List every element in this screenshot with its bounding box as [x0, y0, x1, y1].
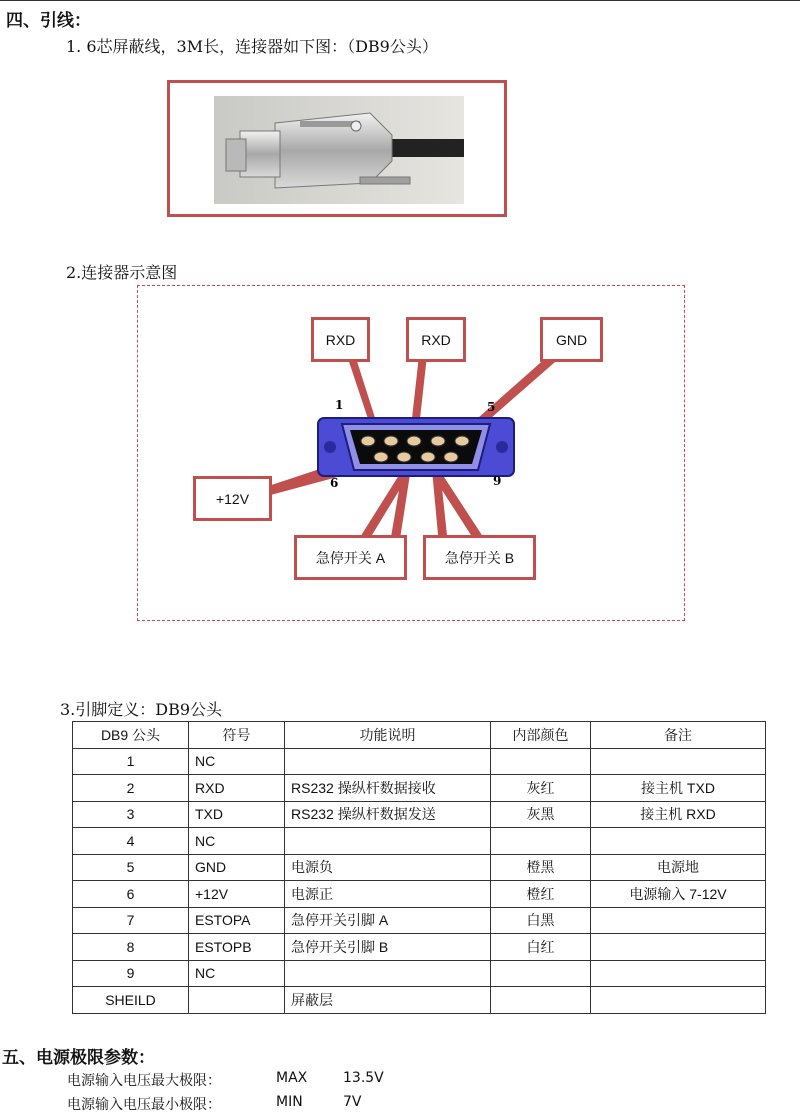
- cell-color: 橙红: [491, 881, 591, 908]
- connector-face: [350, 430, 482, 464]
- table-row: [73, 828, 766, 855]
- cell-color: [491, 828, 591, 855]
- cell-note: [591, 987, 766, 1014]
- cell-color: 灰黑: [491, 801, 591, 828]
- cell-function: 急停开关引脚 B: [285, 934, 491, 961]
- pin-number-9: 9: [493, 474, 502, 488]
- cell-function: RS232 操纵杆数据接收: [285, 775, 491, 802]
- cell-note: 电源地: [591, 854, 766, 881]
- min-limit-label: 电源输入电压最小极限：: [67, 1097, 221, 1113]
- cell-pin: 4: [73, 828, 189, 855]
- header-note: 备注: [591, 722, 766, 749]
- item3-text: 3.引脚定义：DB9公头: [60, 700, 223, 719]
- cell-function: 电源正: [285, 881, 491, 908]
- label-rxd-2: RXD: [406, 317, 466, 362]
- item1-text: 1. 6芯屏蔽线，3M长，连接器如下图：（DB9公头）: [66, 37, 438, 56]
- item2-text: 2.连接器示意图: [66, 263, 178, 282]
- cell-note: [591, 907, 766, 934]
- cell-note: [591, 960, 766, 987]
- cell-function: [285, 960, 491, 987]
- cell-pin: 5: [73, 854, 189, 881]
- label-gnd: GND: [540, 317, 603, 362]
- pin-number-1: 1: [335, 398, 344, 412]
- cell-color: [491, 960, 591, 987]
- cell-pin: SHEILD: [73, 987, 189, 1014]
- cell-symbol: TXD: [189, 801, 285, 828]
- header-db9: DB9 公头: [73, 722, 189, 749]
- cell-note: 电源输入 7-12V: [591, 881, 766, 908]
- table-row: [73, 934, 766, 961]
- cell-pin: 1: [73, 748, 189, 775]
- label-estop-a: 急停开关 A: [294, 535, 407, 580]
- pin-number-5: 5: [487, 400, 496, 414]
- cell-note: [591, 934, 766, 961]
- table-row: [73, 775, 766, 802]
- cell-symbol: RXD: [189, 775, 285, 802]
- cell-symbol: NC: [189, 828, 285, 855]
- cell-function: [285, 828, 491, 855]
- table-header-row: [73, 722, 766, 749]
- cell-color: 白红: [491, 934, 591, 961]
- header-symbol: 符号: [189, 722, 285, 749]
- header-color: 内部颜色: [491, 722, 591, 749]
- cell-symbol: NC: [189, 748, 285, 775]
- cell-function: 急停开关引脚 A: [285, 907, 491, 934]
- cell-color: 白黑: [491, 907, 591, 934]
- cell-pin: 7: [73, 907, 189, 934]
- table-row: [73, 987, 766, 1014]
- table-row: [73, 854, 766, 881]
- cell-pin: 8: [73, 934, 189, 961]
- cell-symbol: [189, 987, 285, 1014]
- cell-pin: 9: [73, 960, 189, 987]
- cell-function: 电源负: [285, 854, 491, 881]
- cell-note: [591, 828, 766, 855]
- max-limit-tag: MAX: [276, 1070, 308, 1086]
- cell-note: 接主机 TXD: [591, 775, 766, 802]
- max-limit-value: 13.5V: [343, 1070, 384, 1086]
- label-rxd-1: RXD: [311, 317, 370, 362]
- min-limit-value: 7V: [343, 1094, 362, 1110]
- cell-color: [491, 748, 591, 775]
- min-limit-tag: MIN: [276, 1094, 303, 1110]
- mount-hole-left: [324, 441, 336, 453]
- max-limit-label: 电源输入电压最大极限：: [67, 1073, 221, 1089]
- pin-definition-table: [72, 721, 766, 1014]
- section4-heading: 四、引线：: [6, 11, 91, 31]
- cell-color: 橙黑: [491, 854, 591, 881]
- mount-hole-right: [496, 441, 508, 453]
- cell-pin: 3: [73, 801, 189, 828]
- cell-function: 屏蔽层: [285, 987, 491, 1014]
- table-row: [73, 907, 766, 934]
- cell-pin: 2: [73, 775, 189, 802]
- cell-symbol: ESTOPB: [189, 934, 285, 961]
- cell-color: [491, 987, 591, 1014]
- cell-symbol: GND: [189, 854, 285, 881]
- cell-symbol: ESTOPA: [189, 907, 285, 934]
- cell-function: [285, 748, 491, 775]
- cell-symbol: NC: [189, 960, 285, 987]
- cell-pin: 6: [73, 881, 189, 908]
- section5-heading: 五、电源极限参数：: [2, 1048, 155, 1068]
- label-estop-b: 急停开关 B: [423, 535, 536, 580]
- cell-note: [591, 748, 766, 775]
- cell-function: RS232 操纵杆数据发送: [285, 801, 491, 828]
- table-row: [73, 801, 766, 828]
- cell-symbol: +12V: [189, 881, 285, 908]
- table-row: [73, 960, 766, 987]
- label-plus12v: +12V: [193, 476, 272, 521]
- cell-note: 接主机 RXD: [591, 801, 766, 828]
- table-row: [73, 748, 766, 775]
- header-function: 功能说明: [285, 722, 491, 749]
- pin-number-6: 6: [330, 476, 339, 490]
- cell-color: 灰红: [491, 775, 591, 802]
- table-row: [73, 881, 766, 908]
